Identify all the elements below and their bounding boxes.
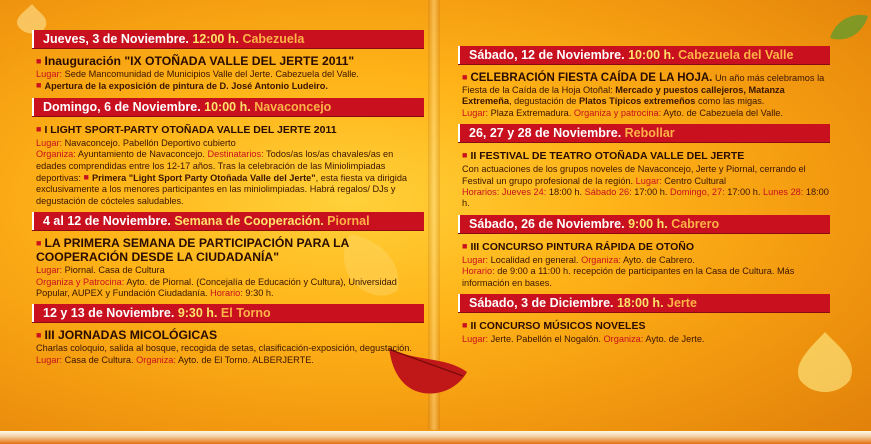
- event-place: Cabrero: [671, 216, 720, 231]
- event-time: 12:00 h.: [192, 32, 239, 46]
- event-details: Lugar: Localidad en general. Organiza: Ayto. de Cabrero. Horario: de 9:00 a 11:00 h. recepción de participantes en la Casa de Cultura. Más información en bases.: [462, 254, 795, 288]
- event-details: Lugar: Piornal. Casa de Cultura Organiza y Patrocina: Ayto. de Piornal. (Concejalía de Educación y Cultura), Universidad Popular, AUPEX y Fundación Ciudadanía. Horario: 9:30 h.: [36, 265, 397, 299]
- event-date: 12 y 13 de Noviembre.: [43, 306, 175, 321]
- bullet-icon: ■: [36, 56, 42, 66]
- event-header: [32, 212, 424, 230]
- bullet-icon: ■: [462, 320, 468, 331]
- event-date: Sábado, 26 de Noviembre.: [469, 216, 625, 231]
- event-title: ■ Inauguración "IX OTOÑADA VALLE DEL JERTE 2011": [36, 54, 355, 68]
- event-place: El Torno: [220, 306, 271, 321]
- event-details: Charlas coloquio, salida al bosque, recogida de setas, clasificación-exposición, degustación. Lugar: Casa de Cultura. Organiza: Ayto. de El Torno. ALBERJERTE.: [36, 343, 412, 365]
- event-date: Jueves, 3 de Noviembre.: [43, 32, 189, 46]
- event-place: Cabezuela del Valle: [678, 48, 794, 62]
- event-header: [458, 46, 830, 64]
- bullet-icon: ■: [36, 80, 42, 91]
- event-date: 4 al 12 de Noviembre.: [43, 214, 171, 229]
- event-inauguracion: [32, 30, 424, 93]
- event-semana-cooperacion: [32, 212, 424, 299]
- event-time: 10:00 h.: [204, 99, 251, 114]
- event-place: Semana de Cooperación.: [174, 214, 324, 229]
- event-date: Sábado, 3 de Diciembre.: [469, 296, 614, 311]
- event-date: Sábado, 12 de Noviembre.: [469, 48, 625, 62]
- event-time: 9:00 h.: [628, 216, 668, 231]
- event-title: ■ LA PRIMERA SEMANA DE PARTICIPACIÓN PARA LA COOPERACIÓN DESDE LA CIUDADANÍA": [36, 236, 349, 265]
- event-place: Navaconcejo: [254, 99, 332, 114]
- event-title: ■ III JORNADAS MICOLÓGICAS: [36, 328, 218, 343]
- bullet-icon: ■: [83, 172, 89, 183]
- event-details: Con actuaciones de los grupos noveles de Navaconcejo, Jerte y Piornal, cerrando el Festival un grupo profesional de la región. Lugar: Centro Cultural Horarios: Jueves 24: 18:00 h. Sábado 26: 17:00 h. Domingo, 27: 17:00 h. Lunes 28: 18:00 h.: [462, 164, 829, 209]
- green-leaf-icon: [826, 8, 870, 48]
- event-header: [458, 294, 830, 312]
- event-place: Jerte: [667, 296, 697, 311]
- event-details: Lugar: Sede Mancomunidad de Municipios Valle del Jerte. Cabezuela del Valle. ■ Apertura de la exposición de pintura de D. José Antonio Ludeiro.: [36, 69, 359, 92]
- event-title: ■ II CONCURSO MÚSICOS NOVELES: [462, 320, 646, 333]
- event-jornadas-micologicas: [32, 304, 424, 366]
- right-column: [458, 46, 830, 350]
- event-place: Cabezuela: [242, 32, 305, 46]
- bullet-icon: ■: [462, 72, 468, 82]
- event-title: ■ II FESTIVAL DE TEATRO OTOÑADA VALLE DEL JERTE: [462, 150, 745, 163]
- event-title: CELEBRACIÓN FIESTA CAÍDA DE LA HOJA.: [470, 72, 713, 84]
- event-concurso-pintura: [458, 215, 830, 289]
- event-date: 26, 27 y 28 de Noviembre.: [469, 126, 622, 141]
- event-header: [32, 304, 424, 322]
- event-title: ■ III CONCURSO PINTURA RÁPIDA DE OTOÑO: [462, 240, 695, 253]
- event-details: ■ CELEBRACIÓN FIESTA CAÍDA DE LA HOJA. Un año más celebramos la Fiesta de la Caída de la Hoja Otoñal: Mercado y puestos callejeros, Matanza Extremeña, degustación de Platos Típicos extremeños como las migas. Lugar: Plaza Extremadura. Organiza y patrocina: Ayto. de Cabezuela del Valle.: [462, 72, 825, 118]
- event-header: [458, 124, 830, 142]
- event-light-sport-party: [32, 98, 424, 207]
- event-time: 18:00 h.: [616, 296, 664, 311]
- event-title: ■ I LIGHT SPORT-PARTY OTOÑADA VALLE DEL JERTE 2011: [36, 123, 337, 136]
- bullet-icon: ■: [36, 238, 42, 249]
- bullet-icon: ■: [462, 240, 468, 251]
- event-header: [32, 30, 424, 48]
- event-place: Piornal: [327, 214, 370, 229]
- event-details: Lugar: Jerte. Pabellón el Nogalón. Organiza: Ayto. de Jerte.: [462, 334, 705, 345]
- bullet-icon: ■: [36, 123, 42, 134]
- event-details: Lugar: Navaconcejo. Pabellón Deportivo cubierto Organiza: Ayuntamiento de Navaconcejo. Destinatarios: Todos/as los/as chavales/as en edades comprendidas entre los 12-17 años. Tras la celebración de las Miniolimpiadas deportivas: ■ Primera "Light Sport Party Otoñada Valle del Jerte", esta fiesta va dirigida exclusivamente a los menores participantes en las miniolimpiadas. Habrá regalos/ DJs y degustación de cócteles saludables.: [36, 137, 408, 206]
- event-concurso-musicos: [458, 294, 830, 345]
- event-header: [32, 98, 424, 116]
- bottom-strip: [0, 431, 871, 444]
- bullet-icon: ■: [462, 150, 468, 161]
- event-time: 9:30 h.: [177, 306, 218, 321]
- left-column: [32, 30, 424, 371]
- event-caida-hoja: [458, 46, 830, 119]
- bullet-icon: ■: [36, 330, 42, 341]
- event-place: Rebollar: [624, 126, 675, 141]
- event-time: 10:00 h.: [628, 48, 675, 62]
- event-festival-teatro: [458, 124, 830, 210]
- event-header: [458, 215, 830, 233]
- event-date: Domingo, 6 de Noviembre.: [43, 99, 201, 114]
